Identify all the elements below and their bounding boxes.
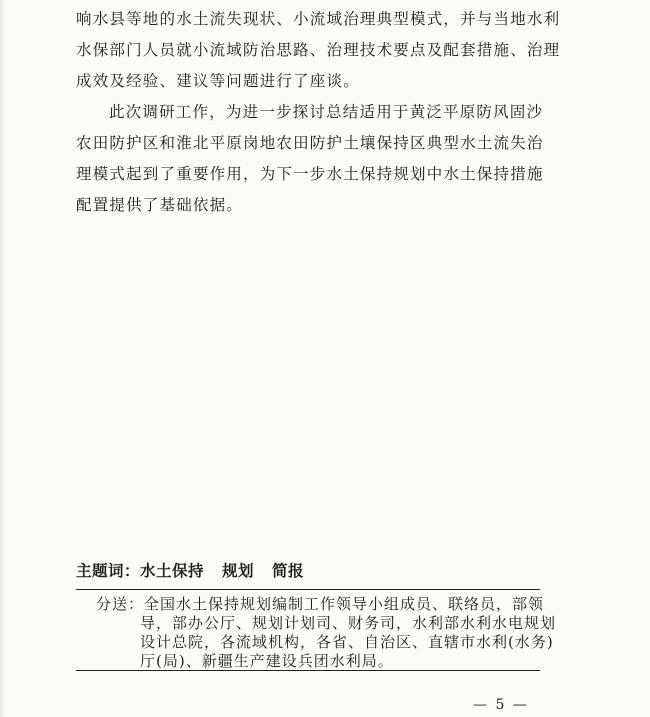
paragraph-line: 成效及经验、建议等问题进行了座谈。 [76,72,360,90]
distribution-list [96,595,557,671]
distribution-line: 厅(局)、新疆生产建设兵团水利局。 [140,652,394,670]
paragraph-line: 此次调研工作，为进一步探讨总结适用于黄泛平原防风固沙 [109,103,544,121]
paragraph-line: 响水县等地的水土流失现状、小流域治理典型模式，并与当地水利 [76,10,561,28]
paragraph-1 [76,4,561,97]
page-number: — 5 — [473,697,529,713]
distribution-line: 导，部办公厅、规划计划司、财务司，水利部水利水电规划 [140,614,557,632]
paragraph-2 [76,97,556,221]
bottom-rule [76,670,540,671]
body-text [76,4,561,221]
distribution-label: 分送： [96,595,145,613]
paragraph-line: 理模式起到了重要作用，为下一步水土保持规划中水土保持措施 [76,165,544,183]
subject-keyword: 水土保持 [140,562,205,580]
subject-keyword: 规划 [222,562,255,580]
paragraph-line: 农田防护区和淮北平原岗地农田防护土壤保持区典型水土流失治 [76,134,544,152]
distribution-text: 全国水土保持规划编制工作领导小组成员、联络员，部领 [144,595,545,613]
paragraph-line: 水保部门人员就小流域防治思路、治理技术要点及配套措施、治理 [76,41,561,59]
subject-label: 主题词： [76,562,141,580]
distribution-line: 设计总院，各流域机构，各省、自治区、直辖市水利(水务) [140,633,554,651]
paragraph-line: 配置提供了基础依据。 [76,196,244,214]
scan-edge-shadow [0,0,6,717]
subject-keywords [76,559,540,581]
distribution-line [96,595,545,614]
top-rule [76,589,540,590]
subject-keyword: 简报 [272,562,305,580]
